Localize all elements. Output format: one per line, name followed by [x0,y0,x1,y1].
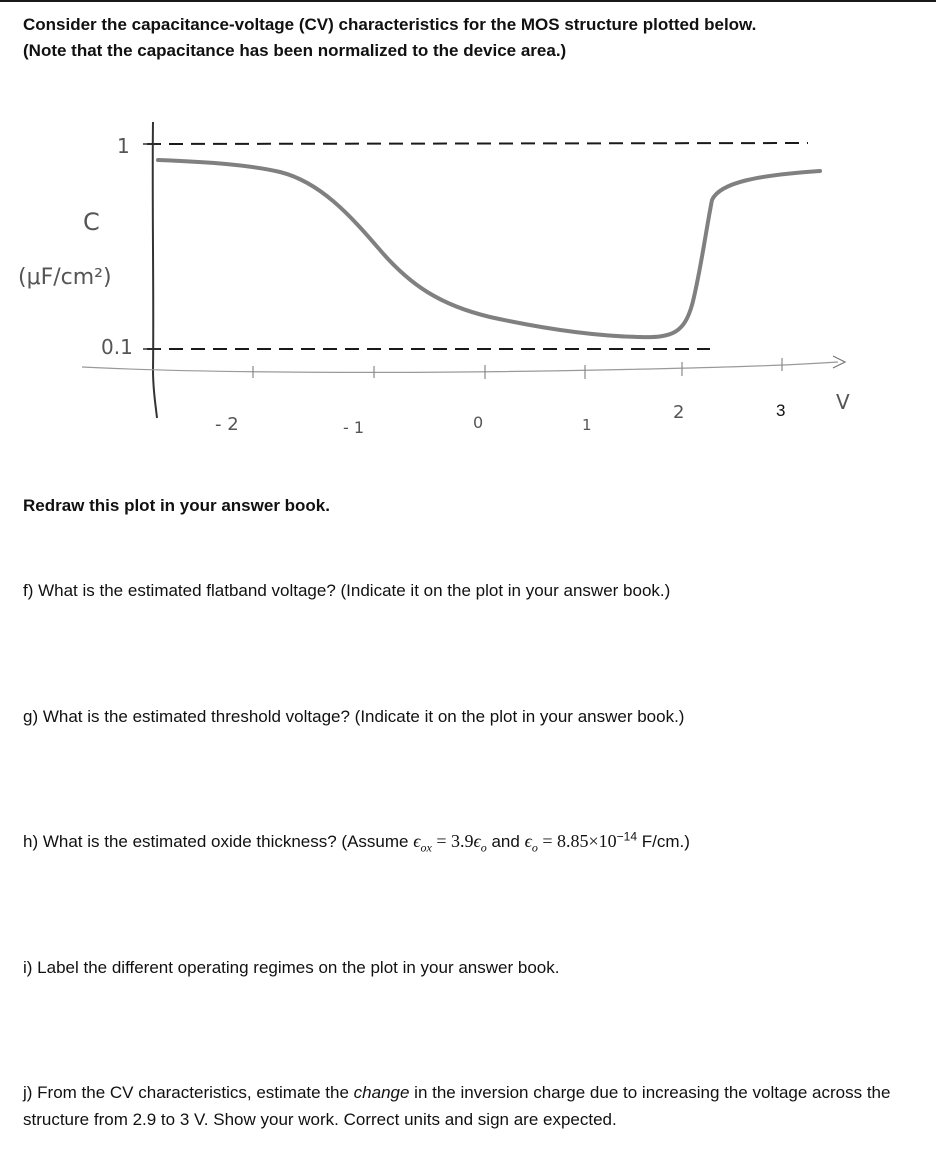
question-h [23,828,913,855]
question-h-mid2: = 8.85×10 [537,831,617,851]
x-axis-label: V [836,390,850,414]
question-h-and: and [486,832,525,851]
x-tick-label: 2 [673,402,685,423]
epsilon-o-1: $\epsilon_o$ [473,831,487,855]
y-axis-line [153,122,157,418]
x-tick-label: - 1 [343,418,365,437]
x-tick-label: 0 [473,413,484,432]
question-h-prefix: h) What is the estimated oxide thickness? (Assume [23,832,414,851]
x-tick-label: 1 [582,416,592,434]
epsilon-ox: $\epsilon_{ox}$ [413,831,432,855]
x-tick-marks [253,358,782,379]
question-h-suffix: F/cm.) [637,832,690,851]
intro-line-1: Consider the capacitance-voltage (CV) characteristics for the MOS structure plotted below. [23,15,757,34]
top-border [0,0,936,2]
question-h-mid1: = 3.9 [431,831,474,851]
question-j-prefix: j) From the CV characteristics, estimate the [23,1083,354,1102]
y-axis-symbol: C [83,208,100,236]
question-g: g) What is the estimated threshold voltage? (Indicate it on the plot in your answer book.) [23,707,685,726]
question-j-suffix: in the inversion charge due to increasing the voltage across the structure from 2.9 to 3 V. Show your work. Correct units and sign are expected. [23,1083,891,1129]
redraw-instruction: Redraw this plot in your answer book. [23,496,330,515]
x-axis-line [82,362,838,372]
cv-curve [158,160,820,337]
x-tick-label: 3 [776,401,786,420]
intro-text [23,12,756,64]
epsilon-o-2: $\epsilon_o$ [524,831,538,855]
question-i: i) Label the different operating regimes on the plot in your answer book. [23,958,560,977]
y-tick-label-bottom: 0.1 [101,335,133,359]
question-j-emphasis: change [353,1083,410,1102]
question-h-exponent: −14 [616,829,637,844]
cv-plot-svg [0,100,936,460]
y-axis-units: (μF/cm²) [18,265,112,290]
question-f: f) What is the estimated flatband voltage? (Indicate it on the plot in your answer book.) [23,581,671,600]
x-tick-label: - 2 [215,414,239,435]
y-tick-label-top: 1 [117,134,130,158]
dashed-line-top [147,143,808,144]
question-j [23,1079,913,1133]
cv-plot [0,100,936,460]
intro-line-2: (Note that the capacitance has been normalized to the device area.) [23,41,567,60]
